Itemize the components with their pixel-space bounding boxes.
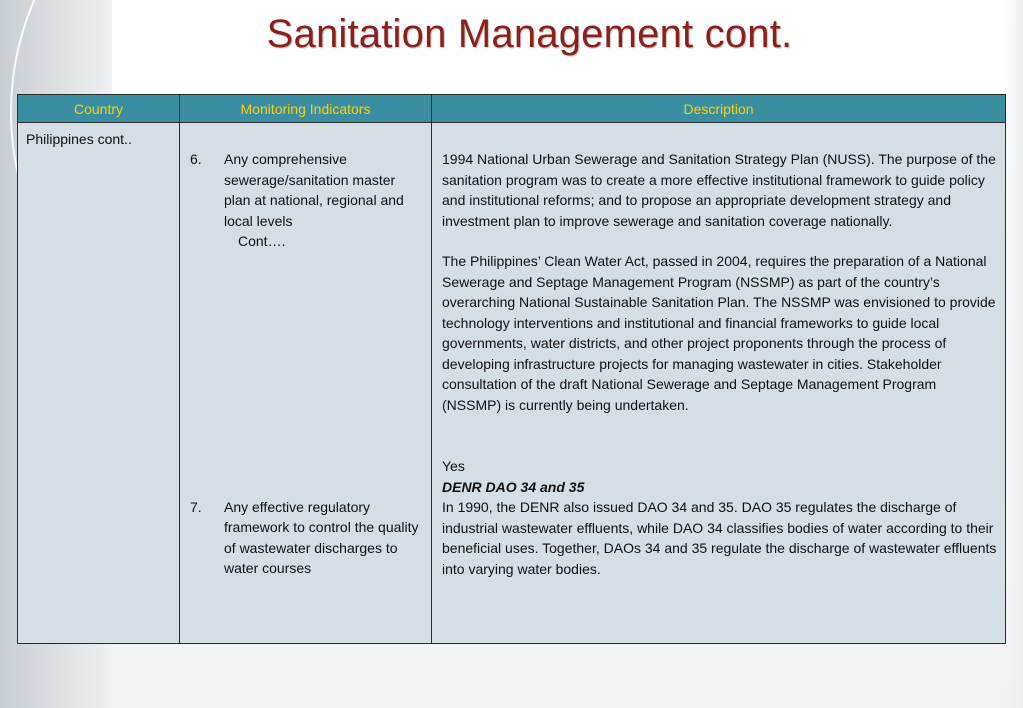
header-description: Description — [432, 95, 1006, 123]
header-country: Country — [18, 95, 180, 123]
indicator-number: 7. — [190, 498, 202, 515]
slide-title: Sanitation Management cont. — [266, 12, 793, 56]
indicator-item-7 — [190, 497, 425, 579]
indicators-cell — [180, 123, 432, 644]
description-paragraph-clean-water-act: The Philippines’ Clean Water Act, passed in 2004, requires the preparation of a National Sewerage and Septage Management Program (NSSMP) as part of the country’s overarching National Sustainable Sanitation Plan. The NSSMP was envisioned to provide technology interventions and institutional and financial frameworks to guide local governments, water districts, and other project proponents through the process of developing infrastructure projects for managing wastewater in cities. Stakeholder consultation of the draft National Sewerage and Septage Management Program (NSSMP) is currently being undertaken. — [442, 253, 996, 413]
indicator-continuation: Cont…. — [238, 233, 286, 249]
description-spacer — [442, 231, 997, 251]
header-monitoring-indicators: Monitoring Indicators — [180, 95, 432, 123]
table-header-row — [18, 95, 1006, 123]
description-answer: Yes — [442, 458, 465, 474]
indicators-table — [17, 94, 1006, 644]
description-paragraph-dao: In 1990, the DENR also issued DAO 34 and 35. DAO 35 regulates the discharge of industrial wastewater effluents, while DAO 34 classifies bodies of water according to their beneficial uses. Together, DAOs 34 and 35 regulate the discharge of wastewater effluents into varying water bodies. — [442, 499, 997, 577]
description-paragraph-nuss: 1994 National Urban Sewerage and Sanitation Strategy Plan (NUSS). The purpose of the sanitation program was to create a more effective institutional framework to guide policy and institutional reforms; and to propose an appropriate development strategy and investment plan to improve sewerage and sanitation coverage nationally. — [442, 151, 996, 229]
country-cell: Philippines cont.. — [18, 123, 180, 644]
indicator-text: Any effective regulatory framework to control the quality of wastewater discharges to water courses — [224, 498, 419, 576]
indicator-number: 6. — [190, 151, 202, 167]
indicator-text: Any comprehensive sewerage/sanitation master plan at national, regional and local levels — [224, 151, 404, 229]
table-row — [18, 123, 1006, 644]
slide-background-right-shade — [1005, 0, 1023, 708]
indicator-item-6 — [190, 149, 425, 231]
indicator-spacer — [190, 252, 425, 497]
description-spacer — [442, 415, 997, 456]
description-cell — [432, 123, 1006, 644]
description-subheading: DENR DAO 34 and 35 — [442, 478, 585, 495]
